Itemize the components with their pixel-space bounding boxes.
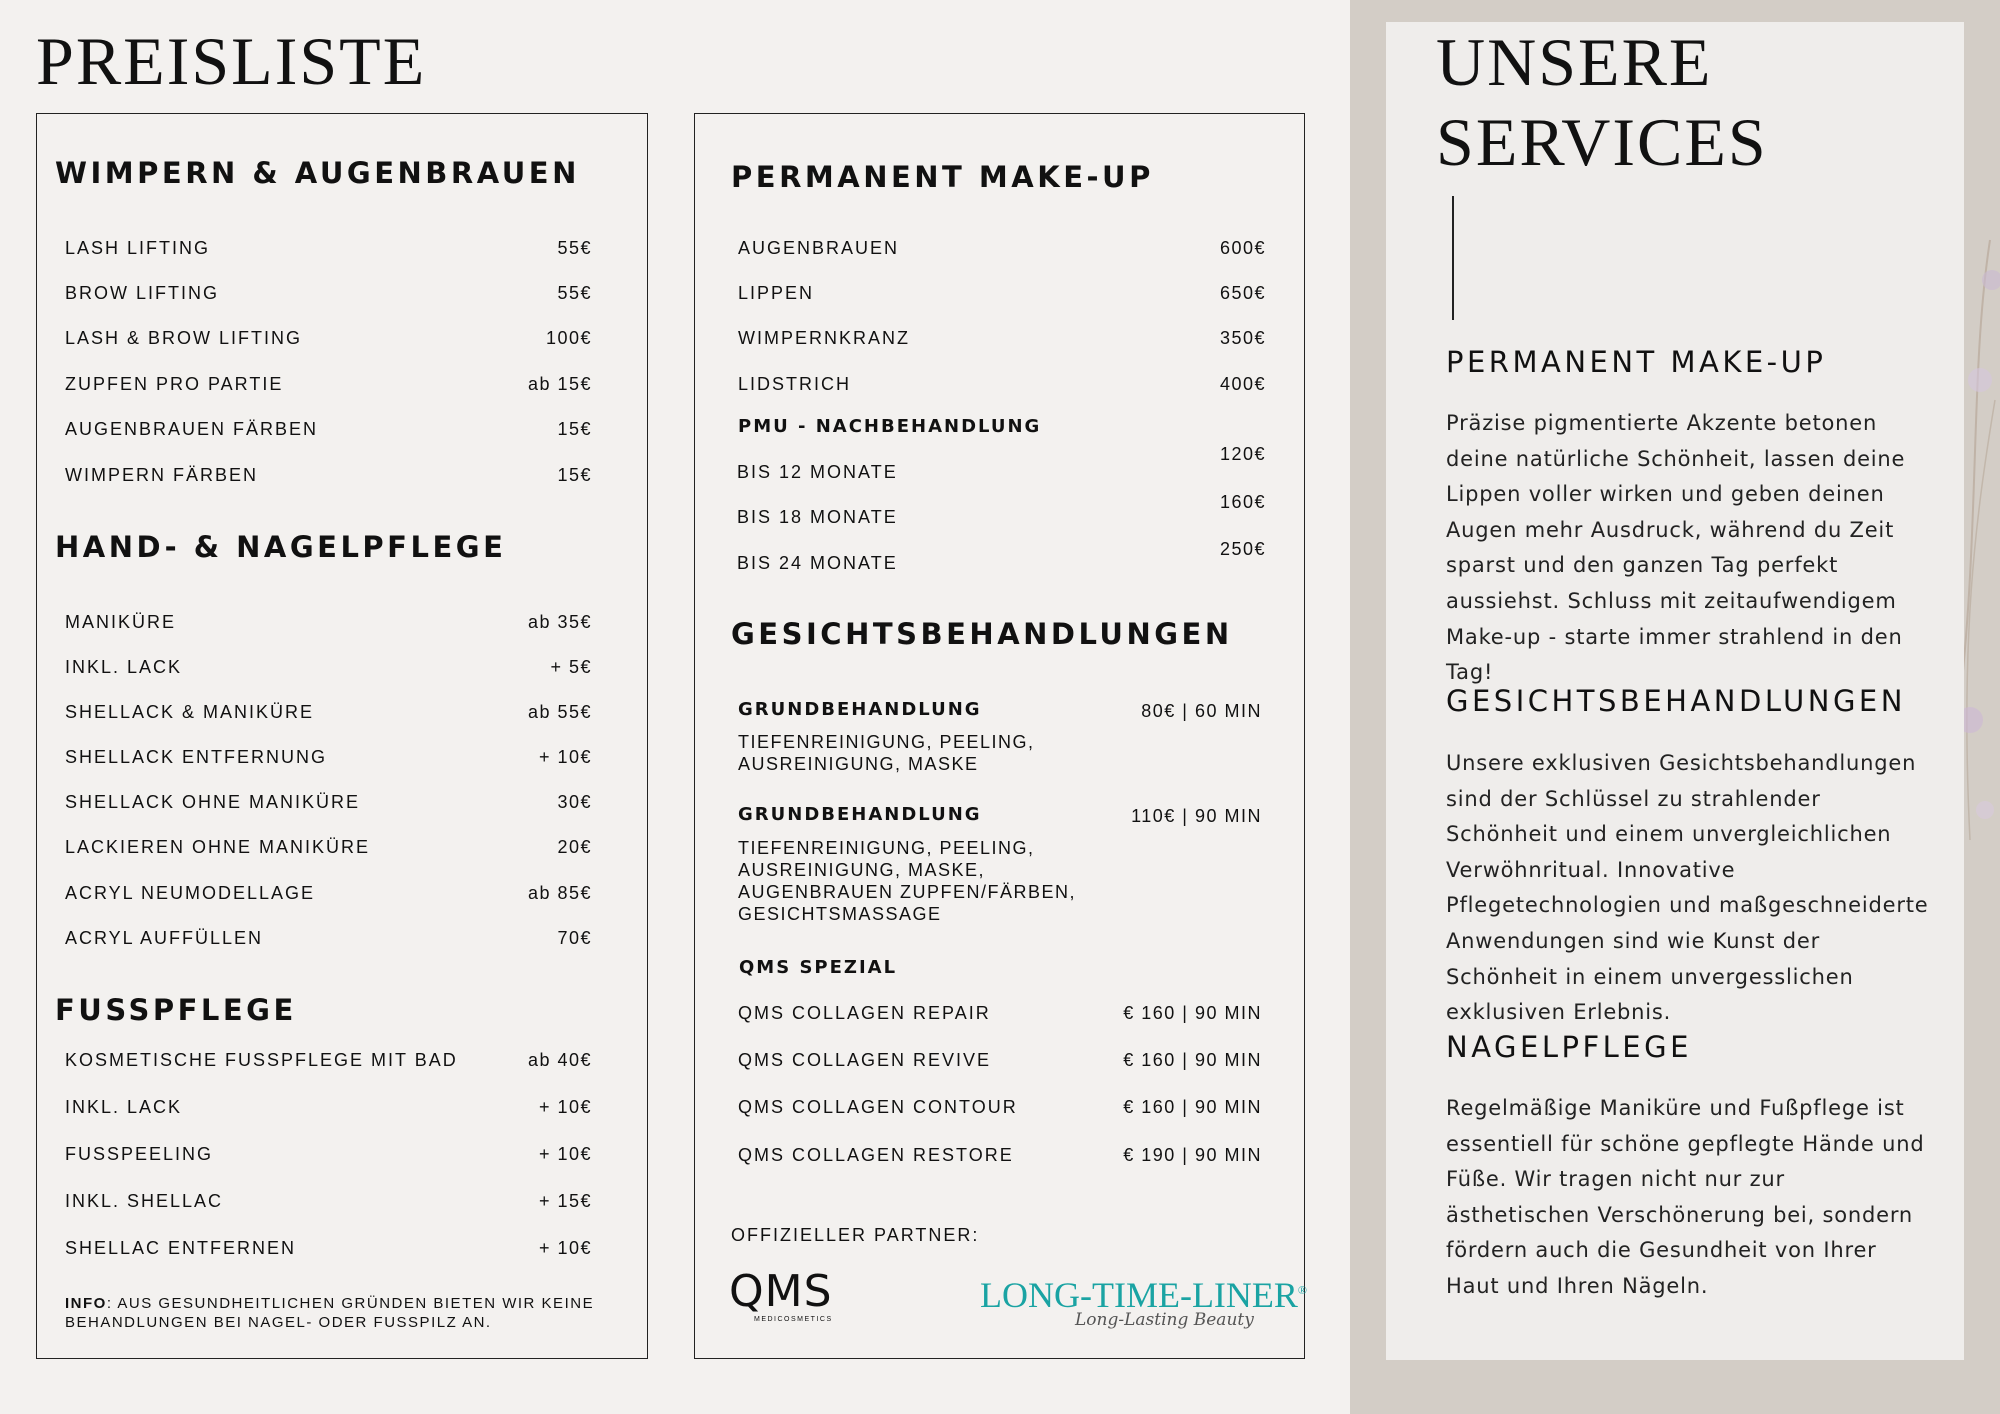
qms-logo-sub: MEDICOSMETICS [754, 1316, 833, 1323]
pmu-nachbehandlung-heading: PMU - NACHBEHANDLUNG [738, 416, 1042, 437]
page-title: PREISLISTE [36, 23, 427, 99]
qms-logo-text: QMS [729, 1266, 833, 1317]
list-item-name: BROW LIFTING [65, 283, 219, 303]
services-title-line2: SERVICES [1436, 104, 1768, 180]
service-heading-gesicht: GESICHTSBEHANDLUNGEN [1446, 684, 1906, 718]
list-item-price: € 160 | 90 MIN [1123, 1097, 1262, 1117]
list-item-name: QMS COLLAGEN REVIVE [738, 1050, 992, 1070]
grundbehandlung-1-price: 80€ | 60 MIN [1141, 701, 1262, 721]
list-item-name: MANIKÜRE [65, 612, 177, 632]
list-item-name: SHELLACK ENTFERNUNG [65, 747, 328, 767]
list-item-price: ab 15€ [527, 374, 592, 394]
list-item-price: 400€ [1219, 374, 1266, 394]
section-heading-fuss: FUSSPFLEGE [55, 993, 297, 1027]
list-item-name: QMS COLLAGEN REPAIR [738, 1003, 991, 1023]
list-item-name: BIS 12 MONATE [737, 462, 898, 482]
info-note [65, 1294, 610, 1332]
list-item-name: LIPPEN [738, 283, 815, 303]
qms-spezial-heading: QMS SPEZIAL [739, 957, 898, 978]
list-item-price: 70€ [557, 928, 592, 948]
list-item-price: 600€ [1219, 238, 1266, 258]
list-item-price: € 160 | 90 MIN [1123, 1003, 1262, 1023]
list-item-name: AUGENBRAUEN FÄRBEN [65, 419, 319, 439]
list-item-price: ab 55€ [527, 702, 592, 722]
list-item-name: SHELLACK OHNE MANIKÜRE [65, 792, 361, 812]
qms-logo [729, 1268, 845, 1328]
list-item-price: + 5€ [550, 657, 592, 677]
list-item-price: 160€ [1219, 492, 1266, 512]
list-item-name: INKL. LACK [65, 657, 183, 677]
list-item-price: + 15€ [538, 1191, 592, 1211]
list-item-price: 250€ [1219, 539, 1266, 559]
partner-label: OFFIZIELLER PARTNER: [731, 1225, 980, 1245]
list-item-price: 15€ [557, 419, 592, 439]
grundbehandlung-1-desc: TIEFENREINIGUNG, PEELING, AUSREINIGUNG, MASKE [738, 732, 1035, 774]
list-item-name: FUSSPEELING [65, 1144, 214, 1164]
list-item-price: 20€ [557, 837, 592, 857]
ltl-wordmark [980, 1270, 1308, 1315]
service-text-nagel: Regelmäßige Maniküre und Fußpflege ist essentiell für schöne gepflegte Hände und Füße. Wir tragen nicht nur zur ästhetischen Verschönerung bei, sondern fördern auch die Gesundheit von Ihrer Haut und Ihren Nägeln. [1446, 1096, 1925, 1298]
service-heading-pmu: PERMANENT MAKE-UP [1446, 345, 1827, 379]
list-item-name: BIS 18 MONATE [737, 507, 898, 527]
list-item-price: 30€ [557, 792, 592, 812]
vertical-divider [1452, 196, 1454, 320]
section-heading-wimpern: WIMPERN & AUGENBRAUEN [55, 156, 580, 190]
section-heading-pmu: PERMANENT MAKE-UP [731, 160, 1154, 194]
ltl-tagline: Long-Lasting Beauty [1075, 1310, 1254, 1330]
list-item-name: QMS COLLAGEN RESTORE [738, 1145, 1014, 1165]
grundbehandlung-2-desc: TIEFENREINIGUNG, PEELING, AUSREINIGUNG, MASKE, AUGENBRAUEN ZUPFEN/FÄRBEN, GESICHTSMASSAGE [738, 838, 1077, 924]
ltl-logo-text: LONG-TIME-LINER [980, 1275, 1298, 1315]
list-item-price: ab 35€ [527, 612, 592, 632]
list-item-name: ACRYL AUFFÜLLEN [65, 928, 264, 948]
grundbehandlung-2-title: GRUNDBEHANDLUNG [738, 804, 982, 825]
list-item-name: ACRYL NEUMODELLAGE [65, 883, 316, 903]
section-heading-hand: HAND- & NAGELPFLEGE [55, 530, 507, 564]
list-item-name: WIMPERNKRANZ [738, 328, 910, 348]
section-heading-gesicht: GESICHTSBEHANDLUNGEN [731, 617, 1233, 651]
grundbehandlung-1-title: GRUNDBEHANDLUNG [738, 699, 982, 720]
service-text-gesicht: Unsere exklusiven Gesichtsbehandlungen sind der Schlüssel zu strahlender Schönheit und einem unvergleichlichen Verwöhnritual. Innovative Pflegetechnologien und maßgeschneiderte Anwendungen sind wie Kunst der Schönheit in einem unvergesslichen exklusiven Erlebnis. [1446, 751, 1929, 1025]
list-item-name: LIDSTRICH [738, 374, 852, 394]
list-item-name: SHELLACK & MANIKÜRE [65, 702, 315, 722]
list-item-price: 650€ [1219, 283, 1266, 303]
service-text-pmu: Präzise pigmentierte Akzente betonen deine natürliche Schönheit, lassen deine Lippen voller wirken und geben deinen Augen mehr Ausdruck, während du Zeit sparst und den ganzen Tag perfekt aussiehst. Schluss mit zeitaufwendigem Make-up - starte immer strahlend in den Tag! [1446, 411, 1906, 685]
grundbehandlung-2-price: 110€ | 90 MIN [1131, 806, 1262, 826]
service-heading-nagel: NAGELPFLEGE [1446, 1030, 1692, 1064]
list-item-price: 350€ [1219, 328, 1266, 348]
list-item-name: BIS 24 MONATE [737, 553, 898, 573]
list-item-price: + 10€ [538, 1144, 592, 1164]
list-item-price: 100€ [545, 328, 592, 348]
list-item-name: INKL. LACK [65, 1097, 183, 1117]
list-item-price: € 190 | 90 MIN [1123, 1145, 1262, 1165]
list-item-name: LACKIEREN OHNE MANIKÜRE [65, 837, 371, 857]
list-item-price: 55€ [557, 238, 592, 258]
list-item-name: LASH LIFTING [65, 238, 211, 258]
list-item-price: + 10€ [538, 1097, 592, 1117]
info-text: : AUS GESUNDHEITLICHEN GRÜNDEN BIETEN WIR KEINE BEHANDLUNGEN BEI NAGEL- ODER FUSSPILZ AN. [65, 1295, 595, 1331]
list-item-name: QMS COLLAGEN CONTOUR [738, 1097, 1018, 1117]
list-item-name: ZUPFEN PRO PARTIE [65, 374, 284, 394]
long-time-liner-logo [980, 1270, 1308, 1340]
list-item-price: 55€ [557, 283, 592, 303]
list-item-name: SHELLAC ENTFERNEN [65, 1238, 297, 1258]
list-item-name: INKL. SHELLAC [65, 1191, 224, 1211]
list-item-price: 15€ [557, 465, 592, 485]
list-item-price: € 160 | 90 MIN [1123, 1050, 1262, 1070]
services-title [1436, 22, 1768, 182]
info-label: INFO [65, 1295, 107, 1312]
list-item-price: ab 85€ [527, 883, 592, 903]
list-item-name: AUGENBRAUEN [738, 238, 900, 258]
list-item-price: 120€ [1219, 444, 1266, 464]
list-item-price: + 10€ [538, 747, 592, 767]
list-item-name: LASH & BROW LIFTING [65, 328, 303, 348]
list-item-name: KOSMETISCHE FUSSPFLEGE MIT BAD [65, 1050, 458, 1070]
list-item-name: WIMPERN FÄRBEN [65, 465, 259, 485]
ltl-logo-mark: ® [1297, 1283, 1308, 1297]
list-item-price: ab 40€ [527, 1050, 592, 1070]
list-item-price: + 10€ [538, 1238, 592, 1258]
services-title-line1: UNSERE [1436, 24, 1713, 100]
